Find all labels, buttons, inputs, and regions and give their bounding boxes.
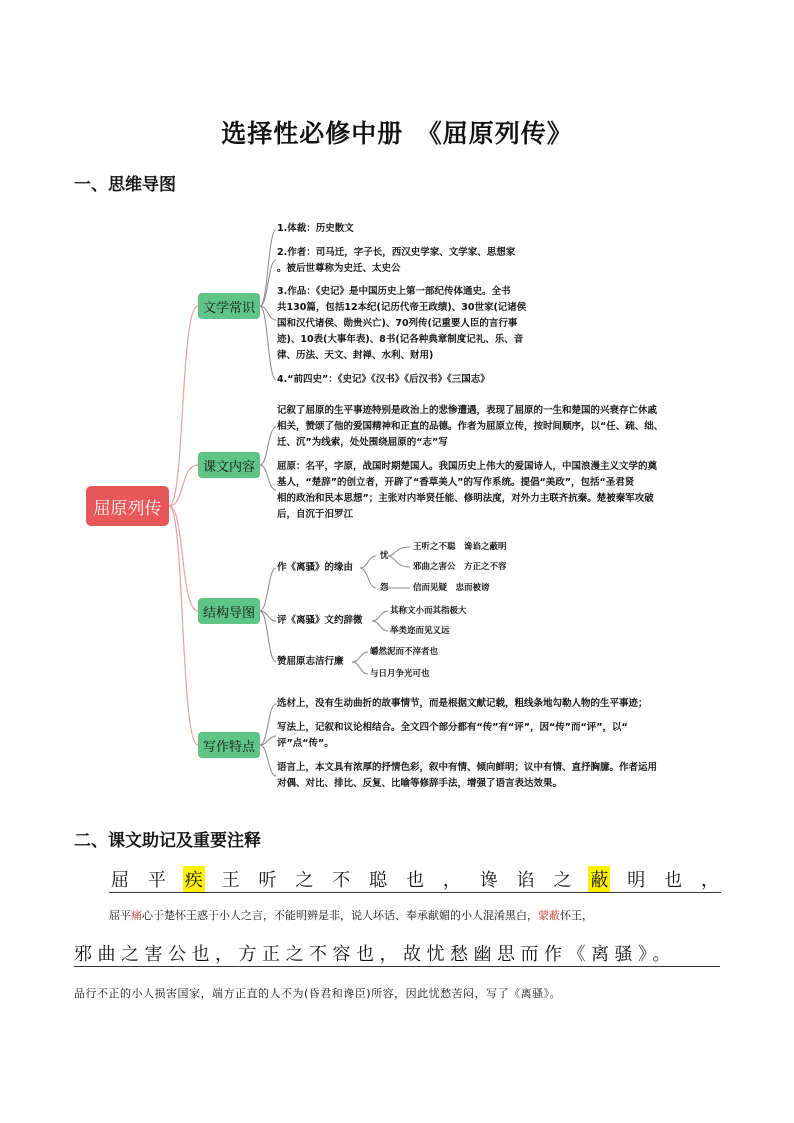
structure-reason: 作《离骚》的缘由 <box>277 562 354 573</box>
content-summary-line2: 相关，赞颂了他的爱国精神和正直的品德。作者为屈原立传，按时间顺序，以“任、疏、绌、 <box>277 421 664 432</box>
literary-work-line3: 国和汉代诸侯、勋贵兴亡)、70列传(记重要人臣的言行事 <box>277 318 518 329</box>
content-summary-line3: 迁、沉”为线索，处处围绕屈原的“志”写 <box>277 437 448 448</box>
structure-praise-a: 皭然泥而不滓者也 <box>370 647 439 657</box>
passage-row-2: 邪曲之害公也，方正之不容也，故忧愁幽思而作《离骚》。 <box>74 940 720 967</box>
content-summary-line1: 记叙了屈原的生平事迹特别是政治上的悲惨遭遇，表现了屈原的一生和楚国的兴衰存亡休戚 <box>277 405 658 416</box>
content-quyuan-line3: 相的政治和民本思想”；主张对内举贤任能、修明法度，对外力主联齐抗秦。楚被秦军攻破 <box>277 493 654 504</box>
connector-root-b3 <box>169 506 198 611</box>
translation-row-2: 品行不正的小人损害国家，端方正直的人不为(昏君和谗臣)所容，因此忧愁苦闷，写了《离骚》。 <box>74 987 562 1000</box>
passage-char: ， <box>701 870 719 891</box>
section-heading-notes: 二、课文助记及重要注释 <box>74 831 261 851</box>
structure-praise-b: 与日月争光可也 <box>370 669 430 679</box>
passage-char: ， <box>442 870 461 891</box>
literary-work-line1: 3.作品：《史记》是中国历史上第一部纪传体通史。全书 <box>277 286 511 297</box>
literary-work-line4: 迹)、10表(大事年表)、8书(记各种典章制度记礼、乐、音 <box>277 334 524 345</box>
literary-author-line1: 2.作者：司马迁，字子长，西汉史学家、文学家、思想家 <box>277 247 516 258</box>
literary-work-line5: 律、历法、天文、封禅、水利、财用) <box>277 350 434 361</box>
passage-row-1 <box>109 866 721 893</box>
literary-author-line2: 。被后世尊称为史迁、太史公 <box>277 263 401 274</box>
content-quyuan-line2: 基人，“楚辞”的创立者，开辟了“香草美人”的写作系统。提倡“美政”，包括“圣君贤 <box>277 477 635 488</box>
passage-char: 听 <box>258 870 277 891</box>
translation-text: 怀王， <box>560 909 593 922</box>
passage-char: 之 <box>553 870 572 891</box>
structure-resent: 怨 <box>380 583 389 593</box>
feature-language-line2: 对偶、对比、排比、反复、比喻等修辞手法，增强了语言表达效果。 <box>277 778 563 789</box>
passage-char: 屈 <box>111 870 129 891</box>
annotated-word: 痛 <box>131 909 142 922</box>
structure-worry-b: 邪曲之害公 方正之不容 <box>413 562 507 572</box>
content-quyuan-line1: 屈原：名平，字原，战国时期楚国人。我国历史上伟大的爱国诗人，中国浪漫主义文学的奠 <box>277 461 658 472</box>
passage-char: 明 <box>627 870 646 891</box>
feature-language-line1: 语言上，本文具有浓厚的抒情色彩，叙中有情、倾向鲜明；议中有情、直抒胸臆。作者运用 <box>277 762 658 773</box>
passage-char: 也 <box>406 870 424 891</box>
mindmap-root-node: 屈原列传 <box>86 486 169 526</box>
structure-resent-a: 信而见疑 忠而被谤 <box>413 583 490 593</box>
connector-root-b1 <box>169 306 198 506</box>
translation-row-1 <box>109 907 749 923</box>
translation-text: 心于楚怀王惑于小人之言，不能明辨是非，说人坏话、奉承献媚的小人混淆黑白， <box>142 909 538 922</box>
passage-char: 平 <box>147 870 166 891</box>
translation-text: 屈平 <box>109 909 131 922</box>
branch-text-content: 课文内容 <box>198 452 260 478</box>
branch-structure-map: 结构导图 <box>198 598 260 624</box>
passage-char: 也 <box>664 870 683 891</box>
structure-comment: 评《离骚》文约辞微 <box>277 615 363 626</box>
literary-work-line2: 共130篇，包括12本纪(记历代帝王政绩)、30世家(记诸侯 <box>277 302 527 313</box>
passage-char: 之 <box>295 870 314 891</box>
passage-char: 王 <box>221 870 240 891</box>
feature-method-line2: 评”点“传”。 <box>277 738 334 749</box>
section-heading-mindmap: 一、思维导图 <box>74 175 176 195</box>
passage-char: 聪 <box>369 870 388 891</box>
passage-char: 蔽 <box>588 866 610 892</box>
page-title: 选择性必修中册 《屈原列传》 <box>221 119 573 148</box>
literary-four-histories: 4.“前四史”：《史记》《汉书》《后汉书》《三国志》 <box>277 374 490 385</box>
connector-root-b4 <box>169 506 198 745</box>
literary-genre: 1.体裁：历史散文 <box>277 223 354 234</box>
content-quyuan-line4: 后，自沉于汨罗江 <box>277 509 354 520</box>
structure-comment-b: 举类迩而见义远 <box>390 626 450 636</box>
branch-writing-features: 写作特点 <box>198 732 260 758</box>
structure-praise: 赞屈原志洁行廉 <box>277 656 344 667</box>
feature-material: 选材上，没有生动曲折的故事情节，而是根据文献记载，粗线条地勾勒人物的生平事迹； <box>277 698 648 709</box>
passage-char: 疾 <box>183 866 205 892</box>
passage-char: 谄 <box>516 870 535 891</box>
structure-comment-a: 其称文小而其指极大 <box>390 606 467 616</box>
passage-char: 不 <box>332 870 351 891</box>
branch-literary-knowledge: 文学常识 <box>198 293 260 319</box>
structure-worry: 忧 <box>380 551 389 561</box>
passage-char: 谗 <box>479 870 498 891</box>
structure-worry-a: 王听之不聪 谗谄之蔽明 <box>413 542 507 552</box>
feature-method-line1: 写法上，记叙和议论相结合。全文四个部分都有“传”有“评”，因“传”而“评”，以“ <box>277 722 628 733</box>
annotated-word: 蒙蔽 <box>538 909 560 922</box>
